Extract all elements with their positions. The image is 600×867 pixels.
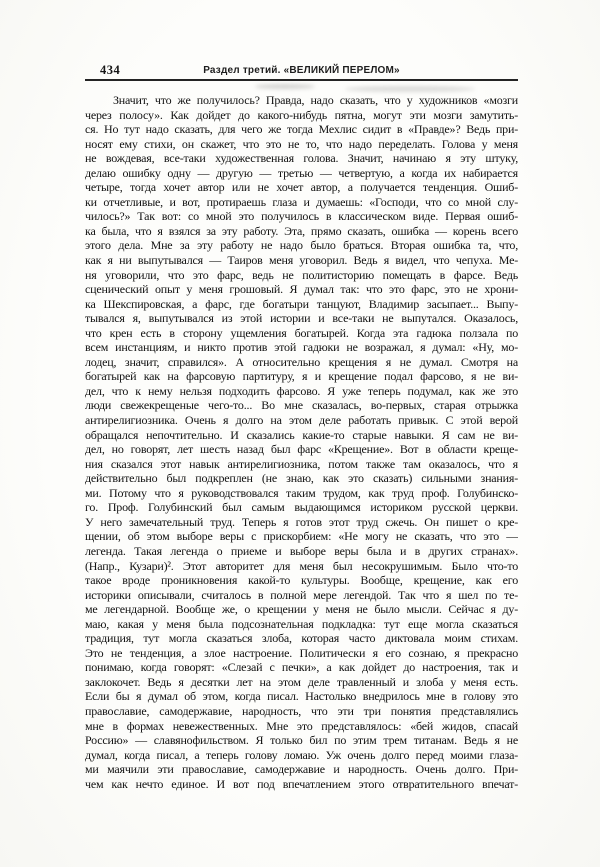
text-line: как я ни выпутывался — Таиров меня уговорил. Ведь я видел, что чепуха. Ме- xyxy=(85,253,518,268)
text-line: через полосу». Как дойдет до какого-нибудь пятна, могут эти мозги замутить- xyxy=(85,107,518,122)
text-line: ми. Потому что я руководствовался таким трудом, как труд проф. Голубинско- xyxy=(85,485,518,500)
text-line: понимаю, когда говорят: «Слезай с печки», а как дойдет до настроения, так и xyxy=(85,660,518,675)
text-line: ми маячили эти православие, самодержавие и народность. Очень долго. При- xyxy=(85,762,518,777)
text-line: такое вроде проникновения какой-то культуры. Вообще, крещение, как его xyxy=(85,573,518,588)
text-block xyxy=(85,63,518,791)
running-title: Раздел третий. «ВЕЛИКИЙ ПЕРЕЛОМ» xyxy=(203,65,400,76)
text-line: православие, самодержавие, народность, что эти три понятия представлялись xyxy=(85,703,518,718)
text-line: тывался я, выпутывался из этой истории и все-таки не выпутался. Оказалось, xyxy=(85,311,518,326)
text-line: лодец, значит, справился». А относительно крещения я не думал. Смотря на xyxy=(85,354,518,369)
text-line: историки описывали, считалось в полной мере легендой. Так что я шел по те- xyxy=(85,587,518,602)
text-line: этого дела. Мне за эту работу не надо было браться. Вторая ошибка та, что, xyxy=(85,238,518,253)
text-line: (Напр., Кузари)². Этот авторитет для меня был несокрушимым. Было что-то xyxy=(85,558,518,573)
page-header xyxy=(85,63,518,81)
text-line: сценический опыт у меня грошовый. Я думал так: что это фарс, это не хрони- xyxy=(85,282,518,297)
text-line: чем как нечто единое. И вот под впечатлением этого отвратительного впечат- xyxy=(85,776,518,791)
page-number: 434 xyxy=(100,63,121,77)
text-line: ка Шекспировская, а фарс, где богатыри танцуют, Владимир засыпает... Выпу- xyxy=(85,296,518,311)
text-line: го. Проф. Голубинский был самым выдающимся историком русской церкви. xyxy=(85,500,518,515)
text-line: люди свежекрещеные чего-то... Во мне сказалась, во-первых, старая отрыжка xyxy=(85,398,518,413)
text-line: Россию» — славянофильством. Я только бил по этим трем титанам. Ведь я не xyxy=(85,733,518,748)
text-line: ся. Но тут надо сказать, для чего же тогда Мехлис сидит в «Правде»? Ведь при- xyxy=(85,122,518,137)
text-line: Это не тенденция, а злое настроение. Политически я его сознаю, я прекрасно xyxy=(85,645,518,660)
text-line: антирелигиозника. Очень я долго на этом деле работать привык. С этой верой xyxy=(85,413,518,428)
text-line: заклокочет. Ведь я десятки лет на этом деле травленный и злоба у меня есть. xyxy=(85,674,518,689)
text-line: маю, какая у меня была подсознательная подкладка: тут еще могла сказаться xyxy=(85,616,518,631)
text-line: щении, об этом выборе веры с прискорбием: «Не могу не сказать, что это — xyxy=(85,529,518,544)
text-line: традиция, тут могла сказаться злоба, которая часто диктовала моим стихам. xyxy=(85,631,518,646)
text-line: четыре, тогда хочет автор или не хочет автор, а получается тенденция. Ошиб- xyxy=(85,180,518,195)
text-line: ния сказался этот навык антирелигиозника, потом также там оказалось, что я xyxy=(85,456,518,471)
text-line: богатырей как на фарсовую партитуру, я и крещение подал фарсово, я не ви- xyxy=(85,369,518,384)
text-line: что крен есть в сторону ущемления богатырей. Когда эта гадюка ползала по xyxy=(85,325,518,340)
text-line: ки отчетливые, и вот, протираешь глаза и думаешь: «Господи, что со мной слу- xyxy=(85,194,518,209)
text-line: легенда. Такая легенда о приеме и выборе веры была и в других странах». xyxy=(85,543,518,558)
text-line: делаю ошибку одну — другую — третью — четвертую, а когда их набирается xyxy=(85,165,518,180)
text-line: носят ему стихи, он скажет, что это не то, что надо переделать. Голова у меня xyxy=(85,136,518,151)
text-line: ня уговорили, что это фарс, ведь не политисторию помещать в фарсе. Ведь xyxy=(85,267,518,282)
text-line: ме легендарной. Вообще же, о крещении у меня не было мысли. Сейчас я ду- xyxy=(85,602,518,617)
text-line: чилось?» Так вот: со мной это получилось в классическом виде. Первая ошиб- xyxy=(85,209,518,224)
text-line: ка была, что я взялся за эту работу. Эта, прямо сказать, ошибка — корень всего xyxy=(85,223,518,238)
text-line: дел, что к нему нельзя подходить фарсово. Я уже теперь подумал, как же это xyxy=(85,383,518,398)
text-line: У него замечательный труд. Теперь я готов этот труд сжечь. Он пишет о кре- xyxy=(85,514,518,529)
text-line: Значит, что же получилось? Правда, надо сказать, что у художников «мозги xyxy=(113,93,518,107)
text-line: обращался непочтительно. И сказались какие-то старые навыки. Я сам не ви- xyxy=(85,427,518,442)
text-line: Если бы я думал об этом, когда писал. Настолько внедрилось мне в голову это xyxy=(85,689,518,704)
text-line: думал, когда писал, а теперь голову ломаю. Уж очень долго перед моими глаза- xyxy=(85,747,518,762)
text-line: всем инстанциям, и никто против этой гадюки не возражал, я думал: «Ну, мо- xyxy=(85,340,518,355)
body-text xyxy=(85,93,518,791)
text-line: не вождевая, все-таки художественная голова. Значит, начинаю я эту штуку, xyxy=(85,151,518,166)
text-line: мне в формах невежественных. Мне это представлялось: «бей жидов, спасай xyxy=(85,718,518,733)
text-line: действительно был подкреплен (не знаю, как это сказать) сильными знания- xyxy=(85,471,518,486)
text-line: дел, но говорят, лет шесть назад был фарс «Крещение». Вот в области креще- xyxy=(85,442,518,457)
